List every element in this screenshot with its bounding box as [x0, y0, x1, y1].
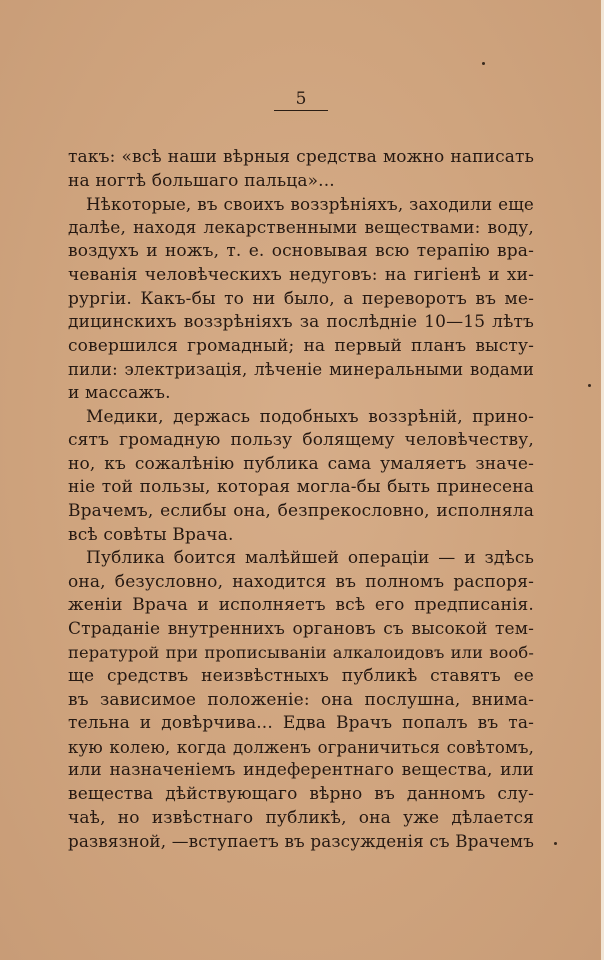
- text-line: кую колею, когда долженъ ограничиться совѣтомъ,: [68, 737, 534, 757]
- page-number: 5: [295, 89, 307, 109]
- text-line: сятъ громадную пользу болящему человѣчеству,: [68, 430, 534, 451]
- page-number-rule: [274, 110, 328, 111]
- text-line: Медики, держась подобныхъ воззрѣній, прино-: [86, 406, 534, 427]
- text-line: развязной, —вступаетъ въ разсужденія съ Врачемъ: [68, 831, 534, 852]
- body-text: [68, 146, 534, 854]
- text-line: чаѣ, но извѣстнаго публикѣ, она уже дѣлается: [68, 807, 534, 828]
- text-line: женіи Врача и исполняетъ всѣ его предписанія.: [68, 595, 534, 616]
- text-line: совершился громадный; на первый планъ высту-: [68, 335, 534, 356]
- text-line: тельна и довѣрчива... Едва Врачъ попалъ въ та-: [68, 713, 534, 734]
- text-line: всѣ совѣты Врача.: [68, 524, 234, 545]
- text-line: пили: электризація, лѣченіе минеральными водами: [68, 360, 534, 380]
- text-line: Нѣкоторые, въ своихъ воззрѣніяхъ, заходили еще: [86, 194, 534, 215]
- text-line: пературой при прописываніи алкалоидовъ или вооб-: [68, 643, 534, 663]
- text-line: и массажъ.: [68, 382, 171, 403]
- text-line: дицинскихъ воззрѣніяхъ за послѣдніе 10—15 лѣтъ: [68, 312, 534, 333]
- text-line: въ зависимое положеніе: она послушна, внима-: [68, 689, 534, 710]
- paper-speck: [554, 842, 557, 845]
- text-line: воздухъ и ножъ, т. е. основывая всю терапію вра-: [68, 241, 534, 262]
- text-line: ніе той пользы, которая могла-бы быть принесена: [68, 477, 534, 498]
- text-line: Страданіе внутреннихъ органовъ съ высокой тем-: [68, 618, 534, 639]
- text-line: она, безусловно, находится въ полномъ распоря-: [68, 571, 534, 592]
- text-line: Публика боится малѣйшей операціи — и здѣсь: [86, 548, 534, 569]
- text-line: рургіи. Какъ-бы то ни было, а переворотъ въ ме-: [68, 288, 534, 309]
- text-line: ще средствъ неизвѣстныхъ публикѣ ставятъ ее: [68, 666, 534, 687]
- paper-speck: [482, 62, 485, 65]
- text-line: Врачемъ, еслибы она, безпрекословно, исполняла: [68, 500, 534, 521]
- paper-speck: [588, 384, 591, 387]
- text-line: далѣе, находя лекарственными веществами: воду,: [68, 217, 534, 238]
- text-line: или назначеніемъ индеферентнаго вещества, или: [68, 760, 534, 781]
- text-line: но, къ сожалѣнію публика сама умаляетъ значе-: [68, 453, 534, 474]
- text-line: такъ: «всѣ наши вѣрныя средства можно написать: [68, 147, 534, 167]
- text-line: на ногтѣ большаго пальца»...: [68, 170, 335, 191]
- text-line: вещества дѣйствующаго вѣрно въ данномъ слу-: [68, 784, 534, 805]
- text-line: чеванія человѣческихъ недуговъ: на гигіенѣ и хи-: [68, 264, 534, 285]
